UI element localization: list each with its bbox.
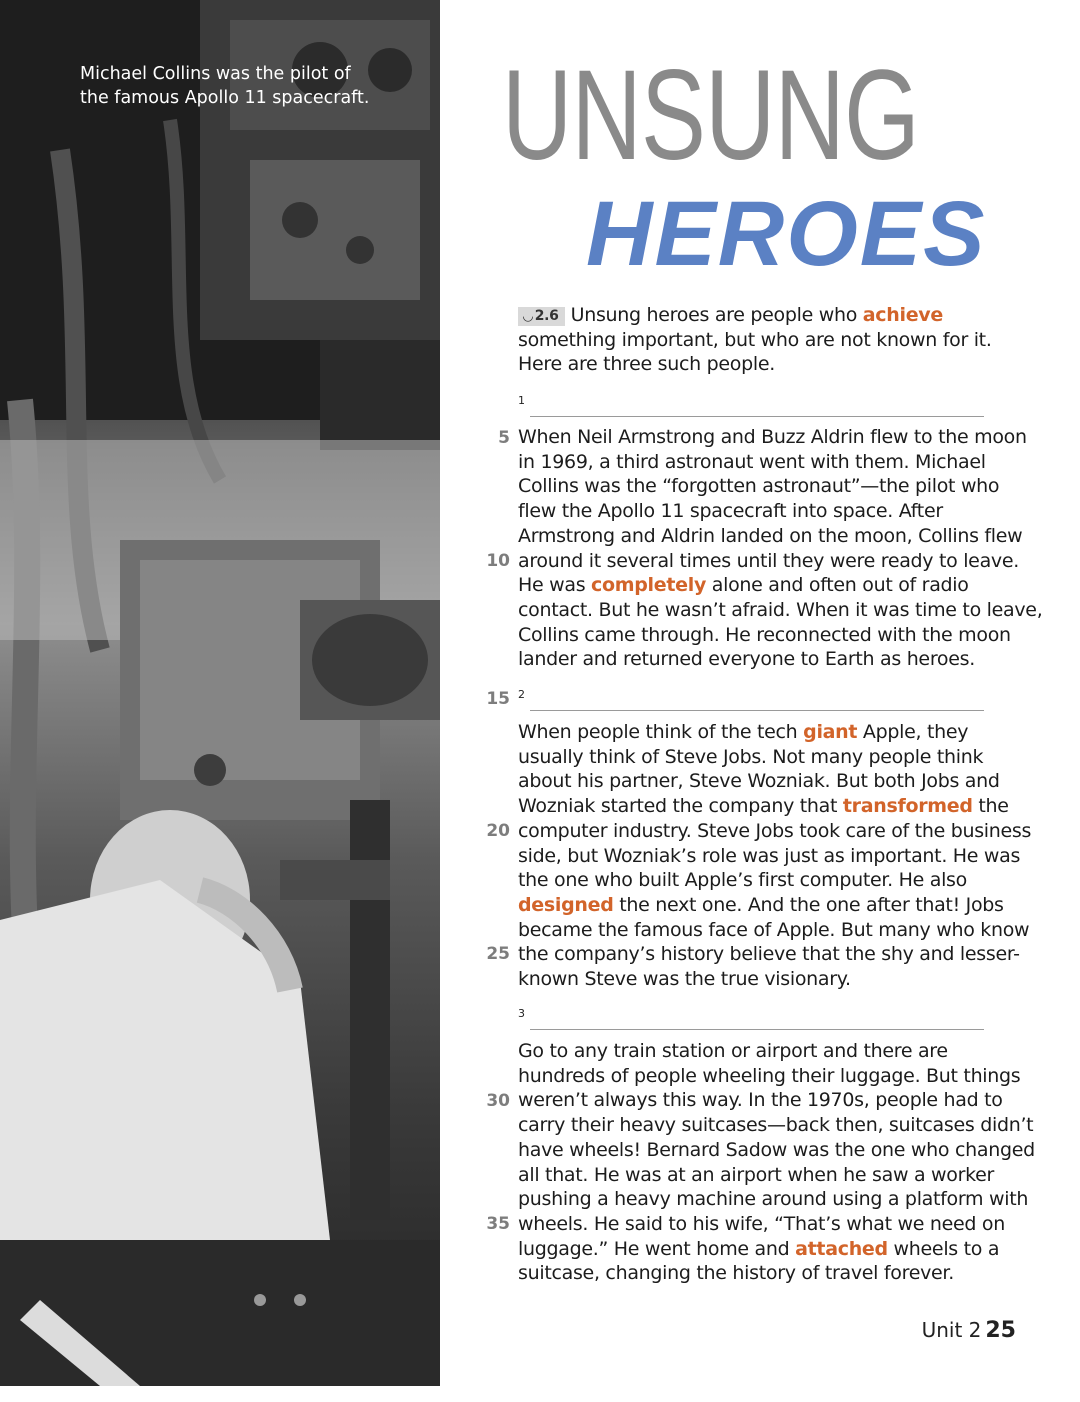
photo-caption	[80, 62, 380, 110]
keyword: attached	[795, 1237, 888, 1260]
title-unsung: UNSUNG	[502, 44, 920, 187]
caption-line: the famous Apollo 11 spacecraft.	[80, 88, 370, 108]
line-number: 20	[486, 821, 510, 841]
text-line	[518, 794, 1023, 819]
line-number: 5	[498, 428, 510, 448]
text-line	[518, 573, 1023, 598]
text-line: have wheels! Bernard Sadow was the one who changed	[518, 1138, 1035, 1161]
text-line: wheels. He said to his wife, “That’s what we need on	[518, 1212, 1005, 1235]
text-line: Collins was the “forgotten astronaut”—the pilot who	[518, 475, 1000, 498]
text-line	[518, 893, 1023, 918]
keyword: achieve	[862, 304, 943, 326]
section-number: 3	[518, 1007, 525, 1020]
text-line: Armstrong and Aldrin landed on the moon, Collins flew	[518, 524, 1023, 547]
text-line: pushing a heavy machine around using a platform with	[518, 1188, 1029, 1211]
text-line: side, but Wozniak’s role was just as important. He was	[518, 844, 1021, 867]
text-span: luggage.” He went home and	[518, 1237, 796, 1260]
text-span: the	[972, 795, 1009, 818]
text-span: He was	[518, 574, 592, 597]
text-line: in 1969, a third astronaut went with them. Michael	[518, 450, 986, 473]
audio-track-number: 2.6	[534, 308, 559, 324]
line-number: 10	[486, 551, 510, 571]
text-span: When people think of the tech	[518, 721, 804, 743]
keyword: transformed	[842, 795, 973, 818]
line-number: 30	[486, 1091, 510, 1111]
text-span: wheels to a	[887, 1237, 1000, 1260]
text-line: became the famous face of Apple. But many who know	[518, 918, 1030, 941]
text-line: about his partner, Steve Wozniak. But both Jobs and	[518, 770, 1000, 793]
text-line: contact. But he wasn’t afraid. When it was time to leave,	[518, 598, 1043, 621]
intro-line: something important, but who are not known for it.	[518, 328, 992, 351]
intro-paragraph	[518, 303, 1023, 377]
title-heroes: HEROES	[586, 183, 987, 285]
line-number: 15	[486, 689, 510, 709]
text-line: the one who built Apple’s first computer. He also	[518, 869, 967, 892]
intro-line: Here are three such people.	[518, 353, 775, 376]
audio-track-badge[interactable]	[518, 307, 565, 326]
line-number: 25	[486, 944, 510, 964]
section-1-paragraph	[518, 425, 1043, 672]
section-number: 2	[518, 688, 525, 701]
page-footer	[922, 1318, 1016, 1343]
keyword: giant	[803, 721, 858, 743]
text-line: suitcase, changing the history of travel forever.	[518, 1262, 954, 1285]
keyword: designed	[518, 893, 614, 916]
text-line: hundreds of people wheeling their luggage. But things	[518, 1064, 1021, 1087]
text-line: all that. He was at an airport when he saw a worker	[518, 1163, 995, 1186]
unit-label: Unit 2	[921, 1318, 982, 1342]
text-line: flew the Apollo 11 spacecraft into space. After	[518, 500, 943, 523]
text-line: usually think of Steve Jobs. Not many people think	[518, 745, 984, 768]
section-heading-blank	[530, 416, 984, 417]
line-number: 35	[486, 1214, 510, 1234]
astronaut-photo	[0, 0, 440, 1386]
section-2-paragraph	[518, 720, 1032, 992]
intro-line	[518, 303, 1023, 328]
spacecraft-interior-illustration	[0, 0, 440, 1386]
text-span: the next one. And the one after that! Jobs	[613, 893, 1004, 916]
text-line: known Steve was the true visionary.	[518, 968, 851, 991]
text-span: alone and often out of radio	[706, 574, 969, 597]
text-line: weren’t always this way. In the 1970s, people had to	[518, 1089, 1003, 1112]
text-line: the company’s history believe that the shy and lesser-	[518, 943, 1020, 966]
caption-line: Michael Collins was the pilot of	[80, 64, 351, 84]
page-number: 25	[985, 1318, 1016, 1343]
text-line: Collins came through. He reconnected with the moon	[518, 623, 1011, 646]
text-line: computer industry. Steve Jobs took care of the business	[518, 819, 1032, 842]
text-line: lander and returned everyone to Earth as heroes.	[518, 648, 975, 671]
text-span: Apple, they	[857, 721, 969, 743]
text-line	[518, 720, 1023, 745]
section-heading-blank	[530, 1029, 984, 1030]
section-heading-blank	[530, 710, 984, 711]
section-number: 1	[518, 394, 525, 407]
section-3-paragraph	[518, 1039, 1035, 1286]
text-span: Wozniak started the company that	[518, 795, 843, 818]
text-line: around it several times until they were ready to leave.	[518, 549, 1019, 572]
text-line	[518, 1237, 1023, 1262]
text-line: Go to any train station or airport and there are	[518, 1040, 948, 1062]
text-line: When Neil Armstrong and Buzz Aldrin flew to the moon	[518, 426, 1027, 448]
text-line: carry their heavy suitcases—back then, suitcases didn’t	[518, 1114, 1034, 1137]
keyword: completely	[591, 574, 707, 597]
headphones-icon: ◡	[523, 309, 533, 324]
text-span: Unsung heroes are people who	[570, 304, 863, 326]
